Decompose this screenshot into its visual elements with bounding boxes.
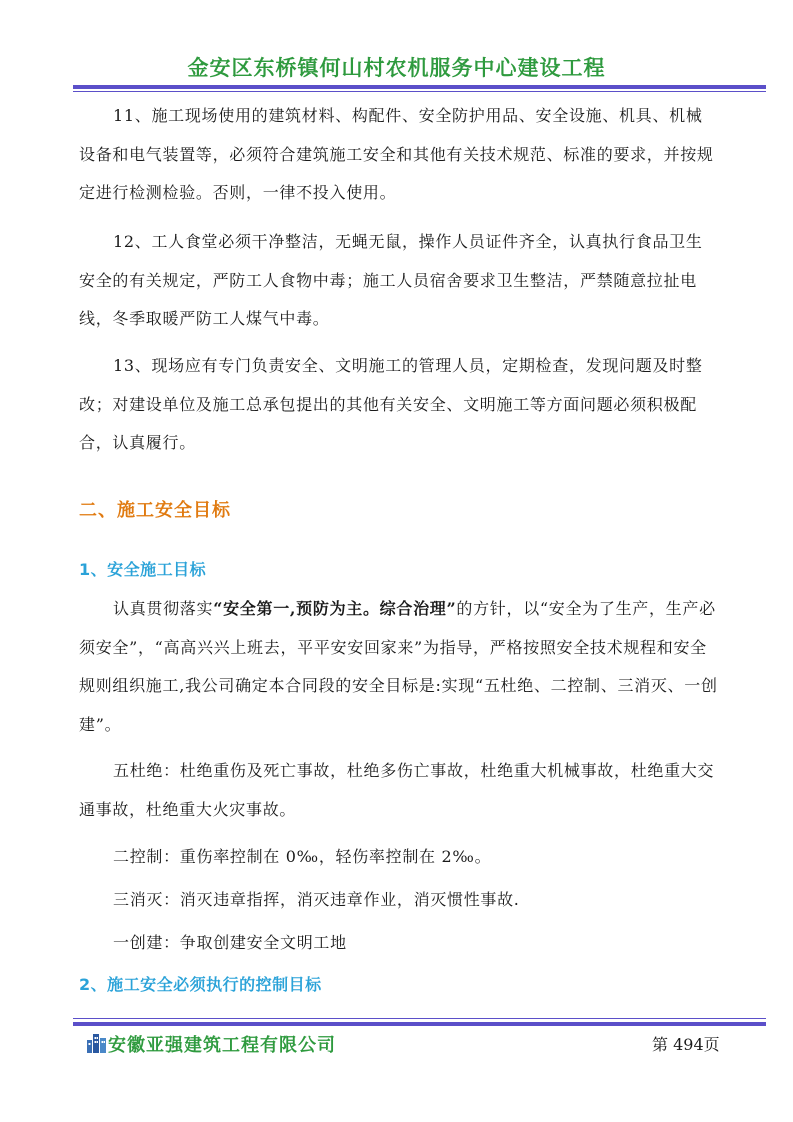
paragraph-13: 13、现场应有专门负责安全、文明施工的管理人员，定期检查，发现问题及时整改；对建设单位及施工总承包提出的其他有关安全、文明施工等方面问题必须积极配合，认真履行。 <box>79 356 703 452</box>
paragraph-five-eliminations: 五杜绝：杜绝重伤及死亡事故，杜绝多伤亡事故，杜绝重大机械事故，杜绝重大交通事故，杜绝重大火灾事故。 <box>79 761 715 819</box>
paragraph-11: 11、施工现场使用的建筑材料、构配件、安全防护用品、安全设施、机具、机械设备和电气装置等，必须符合建筑施工安全和其他有关技术规范、标准的要求，并按规定进行检测检验。否则，一律不投入使用。 <box>79 106 714 202</box>
header-title: 金安区东桥镇何山村农机服务中心建设工程 <box>187 56 606 80</box>
subheading-safety-construction-goal: 1、安全施工目标 <box>79 560 207 579</box>
footer-company-name: 安徽亚强建筑工程有限公司 <box>108 1035 336 1056</box>
subheading-control-targets: 2、施工安全必须执行的控制目标 <box>79 975 322 994</box>
paragraph-one-creation: 一创建：争取创建安全文明工地 <box>113 933 347 952</box>
header-rule-thin <box>73 91 766 92</box>
paragraph-three-eradications: 三消灭：消灭违章指挥，消灭违章作业，消灭惯性事故. <box>113 890 520 909</box>
section-heading-safety-goals: 二、施工安全目标 <box>79 500 231 521</box>
header-rule-thick <box>73 85 766 89</box>
footer-rule-thin <box>73 1018 766 1019</box>
paragraph-two-controls: 二控制：重伤率控制在 0‰，轻伤率控制在 2‰。 <box>113 847 492 866</box>
goal-intro-text-a: 认真贯彻落实 <box>113 599 214 618</box>
paragraph-12: 12、工人食堂必须干净整洁，无蝇无鼠，操作人员证件齐全，认真执行食品卫生安全的有关规定，严防工人食物中毒；施工人员宿舍要求卫生整洁，严禁随意拉扯电线，冬季取暖严防工人煤气中毒。 <box>79 232 703 328</box>
goal-intro-policy-bold: “安全第一,预防为主。综合治理” <box>213 599 457 618</box>
goal-intro-text-b: 的方针，以“安全为了生产，生产必须安全”，“高高兴兴上班去，平平安安回家来”为指导，严格按照安全技术规程和安全规则组织施工,我公司确定本合同段的安全目标是:实现“五杜绝、二控制、三消灭、一创建”。 <box>79 599 718 734</box>
paragraph-goal-intro <box>79 590 719 744</box>
building-logo-icon <box>86 1030 108 1054</box>
footer-rule-thick <box>73 1022 766 1026</box>
footer-page-number: 第 494页 <box>652 1035 720 1054</box>
